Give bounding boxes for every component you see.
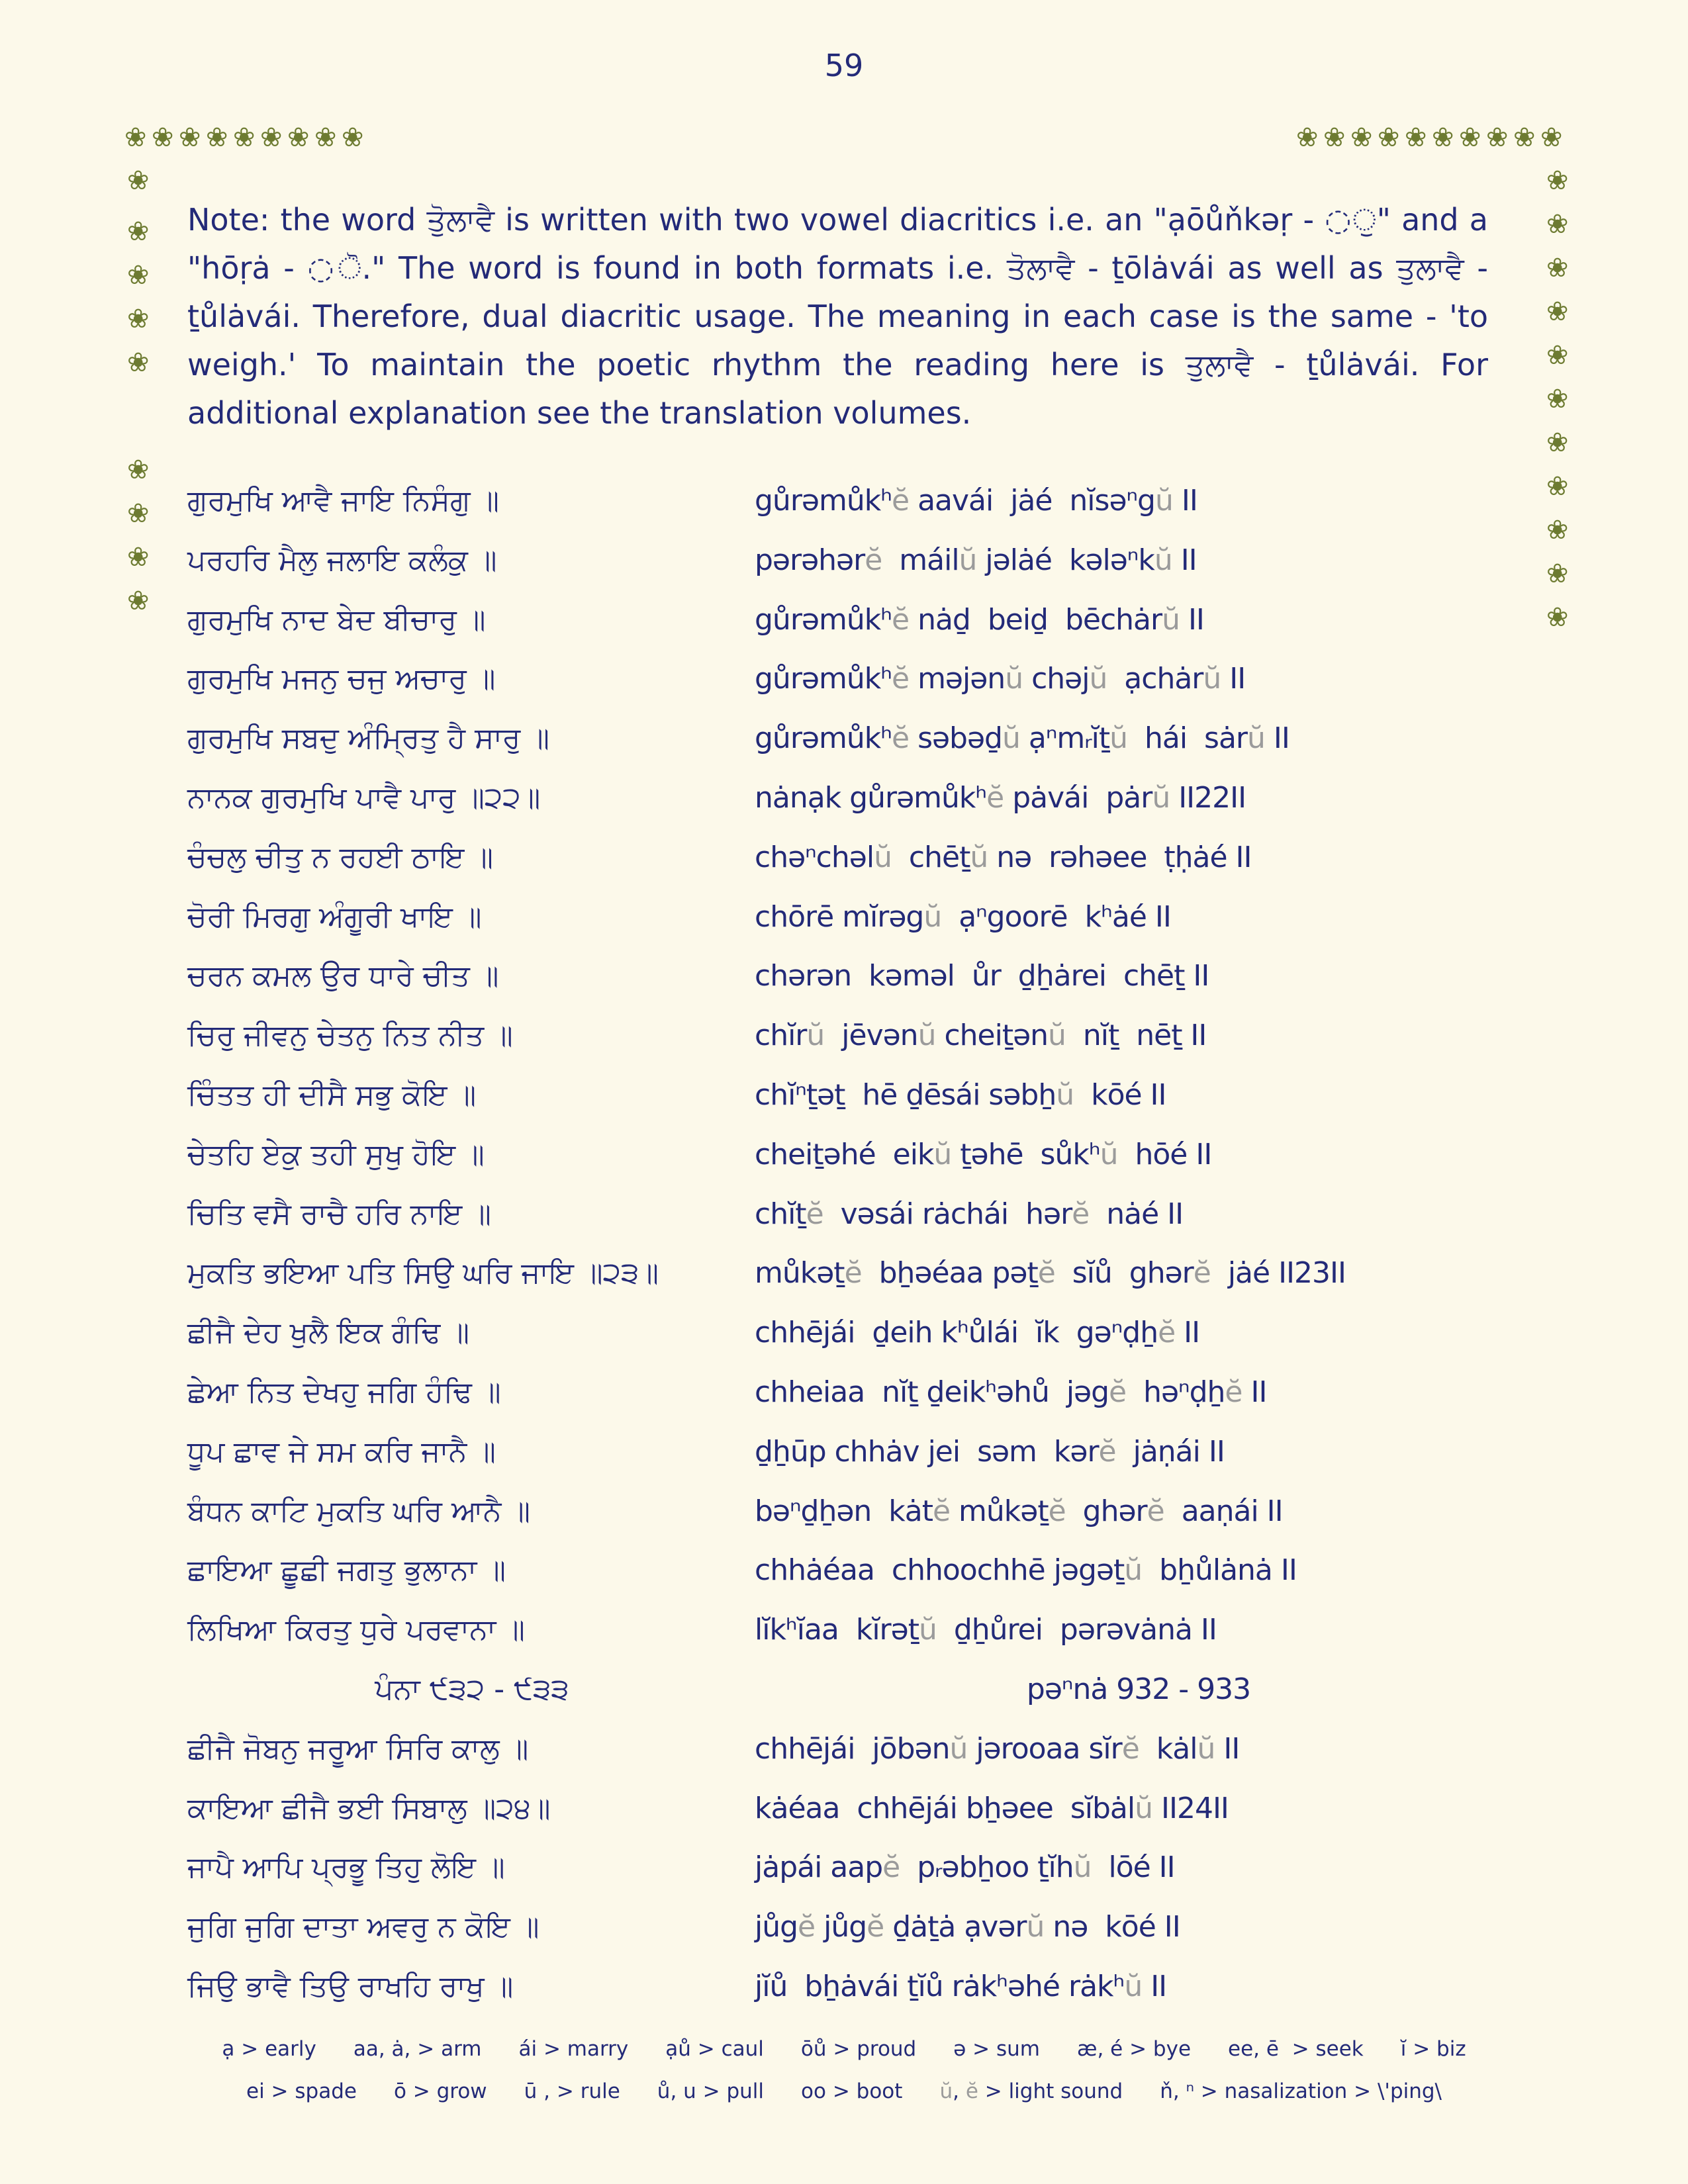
flower-icon: ❀ — [1378, 122, 1400, 153]
gurmukhi-text: ਗੁਰਮੁਖਿ ਮਜਨੁ ਚਜੁ ਅਚਾਰੁ ॥ — [187, 662, 496, 696]
verse-row — [0, 1957, 1688, 2017]
transliteration-text: nȧnạk gůrəmůkʰĕ pȧvái pȧrŭ II22II — [755, 781, 1246, 815]
pronunciation-key-item: ei > spade — [246, 2079, 357, 2103]
gurmukhi-text: ਜੁਗਿ ਜੁਗਿ ਦਾਤਾ ਅਵਰੁ ਨ ਕੋਇ ॥ — [187, 1910, 539, 1944]
verse-row — [0, 1363, 1688, 1422]
pronunciation-key-item: ů, u > pull — [657, 2079, 765, 2103]
flower-icon: ❀ — [1350, 122, 1373, 153]
transliteration-text: chĭṯĕ vəsái rȧchái hərĕ nȧé II — [755, 1197, 1184, 1231]
panna-row — [0, 1660, 1688, 1719]
verse-row — [0, 1482, 1688, 1541]
transliteration-text: gůrəmůkʰĕ məjənŭ chəjŭ ạchȧrŭ II — [755, 662, 1246, 696]
verse-row — [0, 1897, 1688, 1957]
flower-icon: ❀ — [1405, 122, 1427, 153]
pronunciation-key-item: ee, ē > seek — [1228, 2037, 1364, 2061]
flower-icon: ❀ — [342, 122, 364, 153]
transliteration-text: cheiṯəhé eikŭ ṯəhē sůkʰŭ hōé II — [755, 1138, 1212, 1171]
transliteration-text: gůrəmůkʰĕ nȧḏ beiḏ bēchȧrŭ II — [755, 603, 1204, 637]
verse-row — [0, 1779, 1688, 1839]
verse-row — [0, 649, 1688, 709]
gurmukhi-text: ਨਾਨਕ ਗੁਰਮੁਖਿ ਪਾਵੈ ਪਾਰੁ ॥੨੨॥ — [187, 781, 541, 815]
transliteration-text: jůgĕ jůgĕ ḏȧṯȧ ạvərŭ nə kōé II — [755, 1910, 1180, 1944]
gurmukhi-text: ਮੁਕਤਿ ਭਇਆ ਪਤਿ ਸਿਉ ਘਰਿ ਜਾਇ ॥੨੩॥ — [187, 1256, 659, 1290]
transliteration-text: bəⁿḏẖən kȧtĕ můkəṯĕ ghərĕ aaṇái II — [755, 1494, 1283, 1528]
flower-icon: ❀ — [127, 542, 150, 572]
transliteration-text: chĭrŭ jēvənŭ cheiṯənŭ nĭṯ nēṯ II — [755, 1019, 1207, 1052]
flower-icon: ❀ — [1546, 253, 1569, 283]
flower-icon: ❀ — [206, 122, 228, 153]
pronunciation-key-row-2 — [0, 2079, 1688, 2103]
verse-row — [0, 1422, 1688, 1482]
pronunciation-key-item: ĭ > biz — [1400, 2037, 1466, 2061]
verse-row — [0, 887, 1688, 947]
verse-row — [0, 768, 1688, 828]
transliteration-text: jĭů bẖȧvái ṯĭů rȧkʰəhé rȧkʰŭ II — [755, 1970, 1167, 2003]
pronunciation-key-item: ạ > early — [222, 2037, 316, 2061]
verse-row — [0, 946, 1688, 1006]
flower-icon: ❀ — [1323, 122, 1346, 153]
gurmukhi-text: ਜਾਪੈ ਆਪਿ ਪ੍ਰਭੂ ਤਿਹੁ ਲੋਇ ॥ — [187, 1850, 505, 1884]
pronunciation-key-item: ū , > rule — [524, 2079, 620, 2103]
verse-row — [0, 471, 1688, 531]
flower-icon: ❀ — [124, 122, 147, 153]
gurmukhi-text: ਚਿਰੁ ਜੀਵਨੁ ਚੇਤਨੁ ਨਿਤ ਨੀਤ ॥ — [187, 1019, 513, 1052]
flower-icon: ❀ — [260, 122, 283, 153]
gurmukhi-text: ਜਿਉ ਭਾਵੈ ਤਿਉ ਰਾਖਹਿ ਰਾਖੁ ॥ — [187, 1970, 514, 2003]
verse-row — [0, 531, 1688, 590]
flower-icon: ❀ — [1546, 428, 1569, 458]
transliteration-text: gůrəmůkʰĕ səbəḏŭ ạⁿmᵣĭṯŭ hái sȧrŭ II — [755, 721, 1289, 755]
pronunciation-key-row-1 — [0, 2037, 1688, 2061]
transliteration-text: chhējái ḏeih kʰůlái ĭk gəⁿḍẖĕ II — [755, 1316, 1200, 1349]
flower-icon: ❀ — [1546, 209, 1569, 240]
flower-icon: ❀ — [127, 455, 150, 485]
flower-icon: ❀ — [1546, 602, 1569, 633]
gurmukhi-text: ਬੰਧਨ ਕਾਟਿ ਮੁਕਤਿ ਘਰਿ ਆਨੈ ॥ — [187, 1494, 531, 1528]
gurmukhi-text: ਛਾਇਆ ਛੂਛੀ ਜਗਤੁ ਭੁਲਾਨਾ ॥ — [187, 1553, 506, 1587]
gurmukhi-text: ਕਾਇਆ ਛੀਜੈ ਭਈ ਸਿਬਾਲੁ ॥੨੪॥ — [187, 1792, 551, 1825]
verse-row — [0, 1244, 1688, 1303]
gurmukhi-text: ਚਿੰਤਤ ਹੀ ਦੀਸੈ ਸਭੁ ਕੋਇ ॥ — [187, 1078, 477, 1112]
pronunciation-key-item: ōů > proud — [800, 2037, 917, 2061]
transliteration-text: chhējái jōbənŭ jərooaa sĭrĕ kȧlŭ II — [755, 1732, 1240, 1766]
pronunciation-key-item: ō > grow — [393, 2079, 487, 2103]
gurmukhi-text: ਲਿਖਿਆ ਕਿਰਤੁ ਧੁਰੇ ਪਰਵਾਨਾ ॥ — [187, 1613, 525, 1647]
transliteration-text: pəⁿnȧ 932 - 933 — [1026, 1672, 1251, 1706]
note-paragraph: Note: the word ਤੋੁਲਾਵੈ is written with two vowel diacritics i.e. an "ạōůňkəṛ - ◌ੁ" and a "hōṛȧ - ◌ੋ." The word is found in both formats i.e. ਤੋਲਾਵੈ - ṯōlȧvái as well as ਤੁਲਾਵੈ - ṯůlȧvái. Therefore, dual diacritic usage. The meaning in each case is the same - 'to weigh.' To maintain the poetic rhythm the reading here is ਤੁਲਾਵੈ - ṯůlȧvái. For additional explanation see the translation volumes. — [187, 202, 1488, 431]
gurmukhi-text: ਚੇਤਹਿ ਏਕੁ ਤਹੀ ਸੁਖੁ ਹੋਇ ॥ — [187, 1138, 485, 1171]
transliteration-text: kȧéaa chhējái bẖəee sĭbȧlŭ II24II — [755, 1792, 1229, 1825]
verse-row — [0, 586, 1688, 650]
verse-row — [0, 709, 1688, 768]
flower-icon: ❀ — [1546, 471, 1569, 502]
flower-icon: ❀ — [179, 122, 201, 153]
verse-row — [0, 1541, 1688, 1600]
pronunciation-key-item: ái > marry — [518, 2037, 629, 2061]
flower-icon: ❀ — [127, 304, 150, 334]
flower-icon: ❀ — [287, 122, 310, 153]
page-number: 59 — [824, 48, 864, 83]
verse-row — [0, 1006, 1688, 1066]
verse-row — [0, 1066, 1688, 1125]
transliteration-text: chōrē mĭrəgŭ ạⁿgoorē kʰȧé II — [755, 900, 1171, 934]
flower-icon: ❀ — [127, 347, 150, 378]
gurmukhi-text: ਛੀਜੈ ਦੇਹ ਖੁਲੈ ਇਕ ਗੰਢਿ ॥ — [187, 1316, 469, 1349]
flower-icon: ❀ — [1296, 122, 1319, 153]
pronunciation-key-item: æ, é > bye — [1077, 2037, 1192, 2061]
transliteration-text: ḏẖūp chhȧv jei səm kərĕ jȧṇái II — [755, 1435, 1225, 1469]
transliteration-text: můkəṯĕ bẖəéaa pəṯĕ sĭů ghərĕ jȧé II23II — [755, 1256, 1346, 1290]
flower-icon: ❀ — [1546, 559, 1569, 589]
gurmukhi-text: ਛੇਆ ਨਿਤ ਦੇਖਹੁ ਜਗਿ ਹੰਢਿ ॥ — [187, 1375, 501, 1409]
verse-row — [0, 1838, 1688, 1897]
pronunciation-key-item: aa, ȧ, > arm — [353, 2037, 482, 2061]
transliteration-text: chərən kəməl ůr ḏẖȧrei chēṯ II — [755, 959, 1209, 993]
transliteration-text: lĭkʰĭaa kĭrəṯŭ ḏẖůrei pərəvȧnȧ II — [755, 1613, 1217, 1647]
flower-icon: ❀ — [314, 122, 337, 153]
flower-icon: ❀ — [1540, 122, 1563, 153]
transliteration-text: pərəhərĕ máilŭ jəlȧé kələⁿkŭ II — [755, 543, 1197, 577]
pronunciation-key-item: ŭ, ĕ > light sound — [939, 2079, 1123, 2103]
pronunciation-key-item: oo > boot — [801, 2079, 903, 2103]
gurmukhi-text: ਗੁਰਮੁਖਿ ਸਬਦੁ ਅੰਮ੍ਰਿਤੁ ਹੈ ਸਾਰੁ ॥ — [187, 721, 549, 755]
flower-icon: ❀ — [1546, 165, 1569, 196]
pronunciation-key-item: ə > sum — [953, 2037, 1041, 2061]
gurmukhi-text: ਚਰਨ ਕਮਲ ਉਰ ਧਾਰੇ ਚੀਤ ॥ — [187, 959, 499, 993]
flower-icon: ❀ — [127, 260, 150, 291]
gurmukhi-text: ਪੰਨਾ ੯੩੨ - ੯੩੩ — [375, 1672, 569, 1706]
flower-icon: ❀ — [233, 122, 256, 153]
flower-icon: ❀ — [1459, 122, 1481, 153]
flower-icon: ❀ — [1546, 296, 1569, 327]
transliteration-text: chheiaa nĭṯ ḏeikʰəhů jəgĕ həⁿḍẖĕ II — [755, 1375, 1267, 1409]
flower-icon: ❀ — [1513, 122, 1536, 153]
flower-icon: ❀ — [1432, 122, 1454, 153]
flower-icon: ❀ — [127, 165, 150, 196]
verse-row — [0, 828, 1688, 887]
verse-row — [0, 1125, 1688, 1185]
pronunciation-key-item: ạů > caul — [665, 2037, 764, 2061]
transliteration-text: jȧpái aapĕ pᵣəbẖoo ṯĭhŭ lōé II — [755, 1850, 1175, 1884]
gurmukhi-text: ਚਿਤਿ ਵਸੈ ਰਾਚੈ ਹਰਿ ਨਾਇ ॥ — [187, 1197, 491, 1231]
gurmukhi-text: ਚੰਚਲੁ ਚੀਤੁ ਨ ਰਹਈ ਠਾਇ ॥ — [187, 841, 494, 874]
flower-icon: ❀ — [1546, 384, 1569, 414]
flower-icon: ❀ — [127, 586, 150, 616]
flower-icon: ❀ — [1546, 340, 1569, 371]
verse-row — [0, 1303, 1688, 1363]
transliteration-text: chəⁿchəlŭ chēṯŭ nə rəhəee ṭḥȧé II — [755, 841, 1252, 874]
flower-icon: ❀ — [127, 498, 150, 529]
gurmukhi-text: ਗੁਰਮੁਖਿ ਆਵੈ ਜਾਇ ਨਿਸੰਗੁ ॥ — [187, 484, 500, 518]
transliteration-text: chhȧéaa chhoochhē jəgəṯŭ bẖůlȧnȧ II — [755, 1553, 1297, 1587]
flower-icon: ❀ — [127, 216, 150, 247]
verse-row — [0, 1600, 1688, 1660]
gurmukhi-text: ਛੀਜੈ ਜੋਬਨੁ ਜਰੂਆ ਸਿਰਿ ਕਾਲੁ ॥ — [187, 1732, 529, 1766]
flower-icon: ❀ — [152, 122, 174, 153]
pronunciation-key-item: ň, ⁿ > nasalization > \'ping\ — [1160, 2079, 1442, 2103]
transliteration-text: gůrəmůkʰĕ aavái jȧé nĭsəⁿgŭ II — [755, 484, 1197, 518]
gurmukhi-text: ਗੁਰਮੁਖਿ ਨਾਦ ਬੇਦ ਬੀਚਾਰੁ ॥ — [187, 603, 486, 637]
gurmukhi-text: ਧੂਪ ਛਾਵ ਜੇ ਸਮ ਕਰਿ ਜਾਨੈ ॥ — [187, 1435, 496, 1469]
flower-icon: ❀ — [1486, 122, 1509, 153]
gurmukhi-text: ਪਰਹਰਿ ਮੈਲੁ ਜਲਾਇ ਕਲੰਕੁ ॥ — [187, 543, 497, 577]
transliteration-text: chĭⁿṯəṯ hē ḏēsái səbẖŭ kōé II — [755, 1078, 1166, 1112]
gurmukhi-text: ਚੋਰੀ ਮਿਰਗੁ ਅੰਗੂਰੀ ਖਾਇ ॥ — [187, 900, 482, 934]
verse-row — [0, 1719, 1688, 1779]
flower-icon: ❀ — [1546, 515, 1569, 545]
verse-row — [0, 1185, 1688, 1244]
